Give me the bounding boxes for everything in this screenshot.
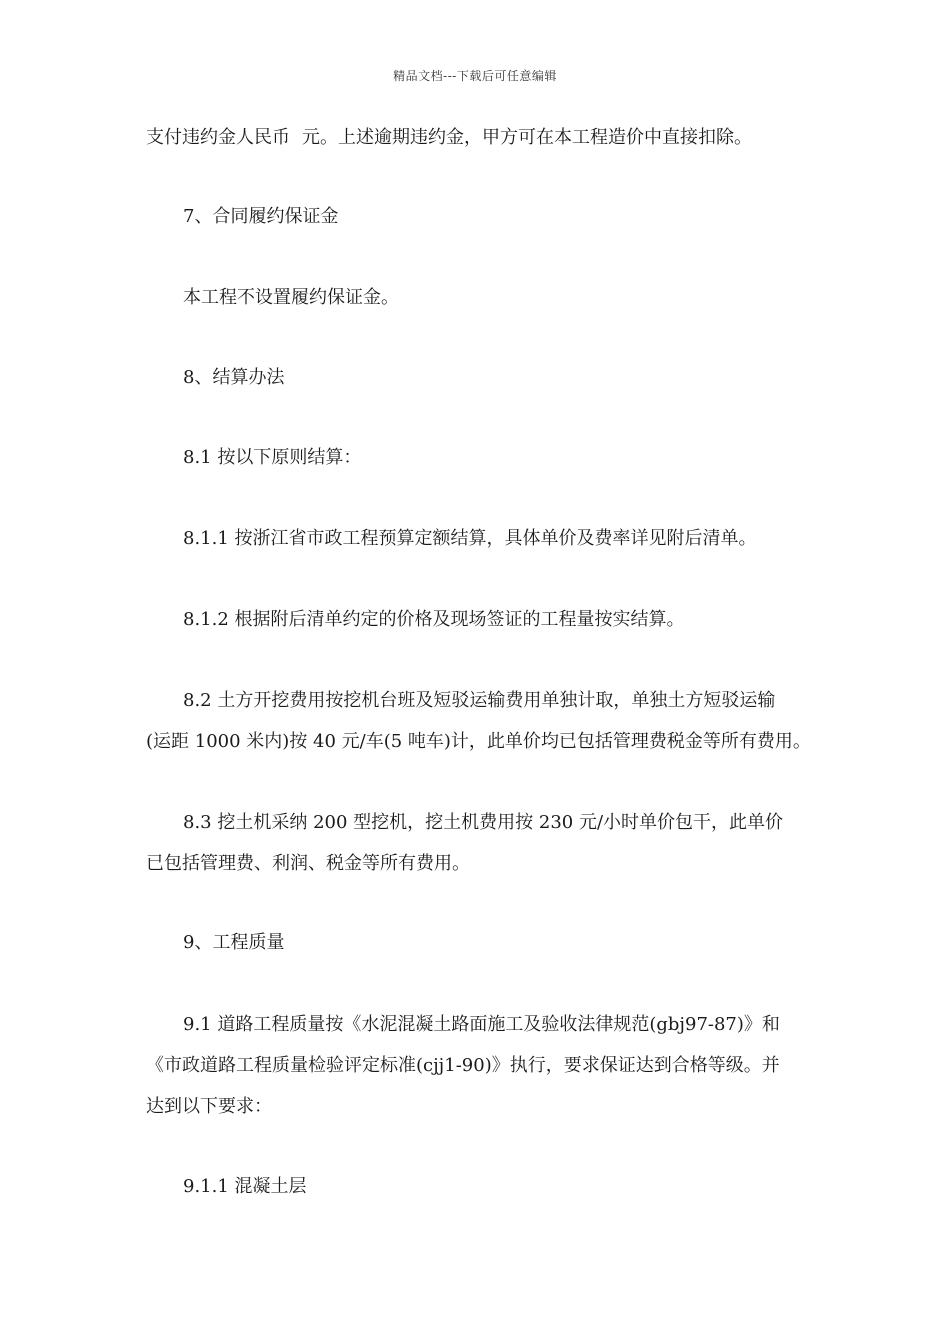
section-heading-quality: 9、工程质量 <box>183 932 285 953</box>
clause-line: 8.3 挖土机采纳 200 型挖机，挖土机费用按 230 元/小时单价包干，此单价 <box>183 812 784 833</box>
clause-8-1-1: 8.1.1 按浙江省市政工程预算定额结算，具体单价及费率详见附后清单。 <box>183 528 757 549</box>
clause-9-1-1: 9.1.1 混凝土层 <box>183 1176 307 1197</box>
paragraph-penalty-continuation <box>146 117 814 158</box>
clause-8-1: 8.1 按以下原则结算： <box>183 447 362 468</box>
paragraph-no-bond: 本工程不设置履约保证金。 <box>183 287 399 308</box>
clause-line: (运距 1000 米内)按 40 元/车(5 吨车)计，此单价均已包括管理费税金等所有费用。 <box>146 731 811 752</box>
paragraph-text: 元。上述逾期违约金，甲方可在本工程造价中直接扣除。 <box>302 127 752 148</box>
clause-8-1-2: 8.1.2 根据附后清单约定的价格及现场签证的工程量按实结算。 <box>183 609 685 630</box>
section-heading-performance-bond: 7、合同履约保证金 <box>183 206 339 227</box>
page-header: 精品文档---下载后可任意编辑 <box>393 69 557 83</box>
clause-line: 《市政道路工程质量检验评定标准(cjj1-90)》执行，要求保证达到合格等级。并 <box>146 1055 780 1076</box>
clause-line: 已包括管理费、利润、税金等所有费用。 <box>146 853 470 874</box>
clause-8-3 <box>146 802 814 884</box>
clause-line: 8.2 土方开挖费用按挖机台班及短驳运输费用单独计取，单独土方短驳运输 <box>183 690 776 711</box>
section-heading-settlement: 8、结算办法 <box>183 367 285 388</box>
clause-8-2 <box>146 680 814 762</box>
paragraph-text: 支付违约金人民币 <box>146 127 290 148</box>
clause-line: 9.1 道路工程质量按《水泥混凝土路面施工及验收法律规范(gbj97-87)》和 <box>183 1014 780 1035</box>
clause-line: 达到以下要求： <box>146 1096 272 1117</box>
clause-9-1 <box>146 1004 814 1127</box>
